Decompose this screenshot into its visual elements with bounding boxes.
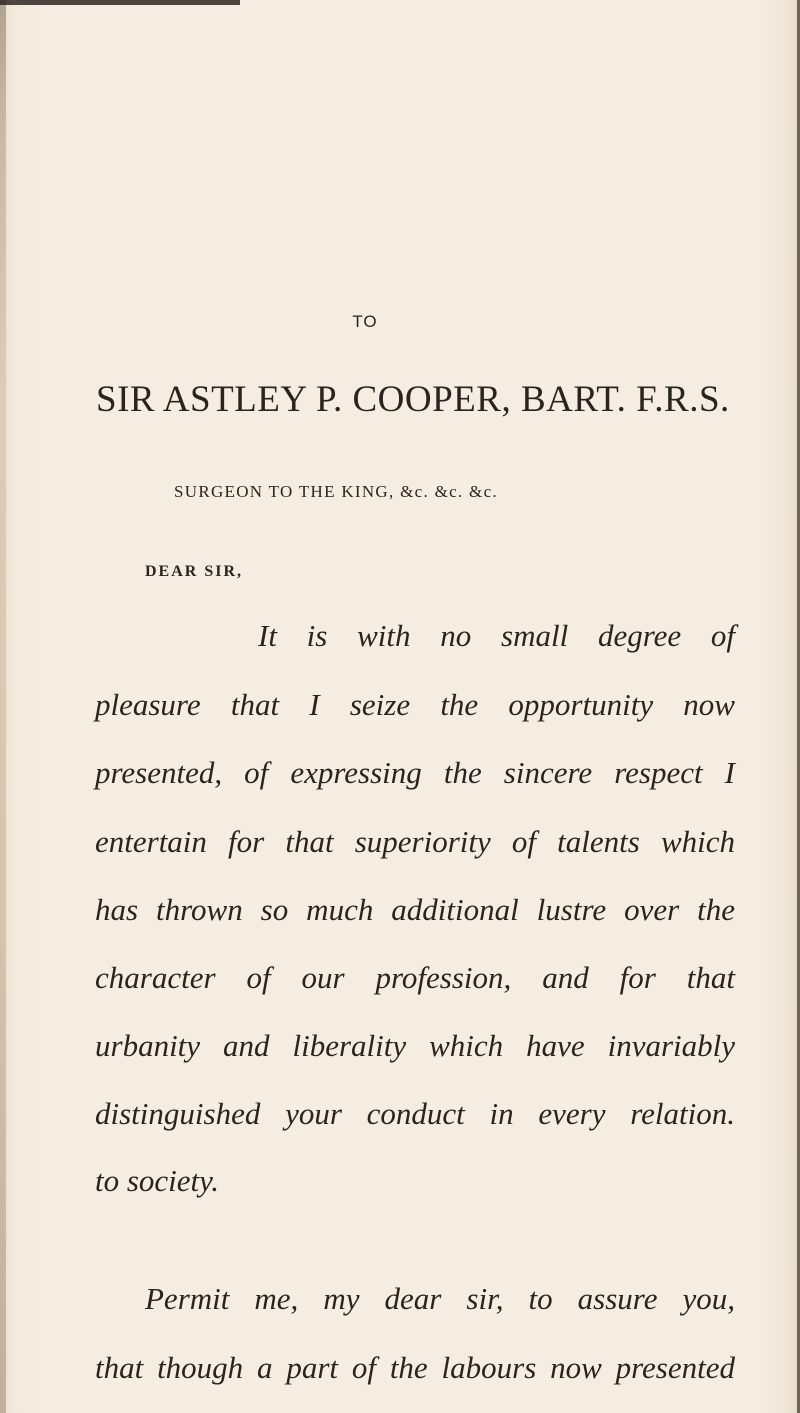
- paragraph1-line-8: distinguished your conduct in every relation.: [95, 1096, 735, 1131]
- paragraph1-line-3: presented, of expressing the sincere respect I: [95, 755, 735, 790]
- paragraph1-line-1: It is with no small degree of: [258, 618, 735, 653]
- paragraph1-line-7: urbanity and liberality which have invariably: [95, 1028, 735, 1063]
- paragraph1-line-5: has thrown so much additional lustre over the: [95, 892, 735, 927]
- page-top-edge: [0, 0, 240, 5]
- paragraph2-line-1: Permit me, my dear sir, to assure you,: [145, 1281, 735, 1316]
- dedicatee-subtitle: SURGEON TO THE KING, &c. &c. &c.: [174, 482, 498, 501]
- paragraph1-line-2: pleasure that I seize the opportunity now: [95, 687, 735, 722]
- letter-salutation: DEAR SIR,: [145, 563, 244, 580]
- binding-shadow: [0, 0, 6, 1413]
- dedicatee-name: SIR ASTLEY P. COOPER, BART. F.R.S.: [96, 379, 730, 420]
- paragraph1-line-4: entertain for that superiority of talents which: [95, 824, 735, 859]
- dedication-to: TO: [352, 312, 378, 331]
- paragraph1-line-9: to society.: [95, 1163, 219, 1198]
- paragraph2-line-2: that though a part of the labours now presented: [95, 1350, 735, 1385]
- paragraph1-line-6: character of our profession, and for that: [95, 960, 735, 995]
